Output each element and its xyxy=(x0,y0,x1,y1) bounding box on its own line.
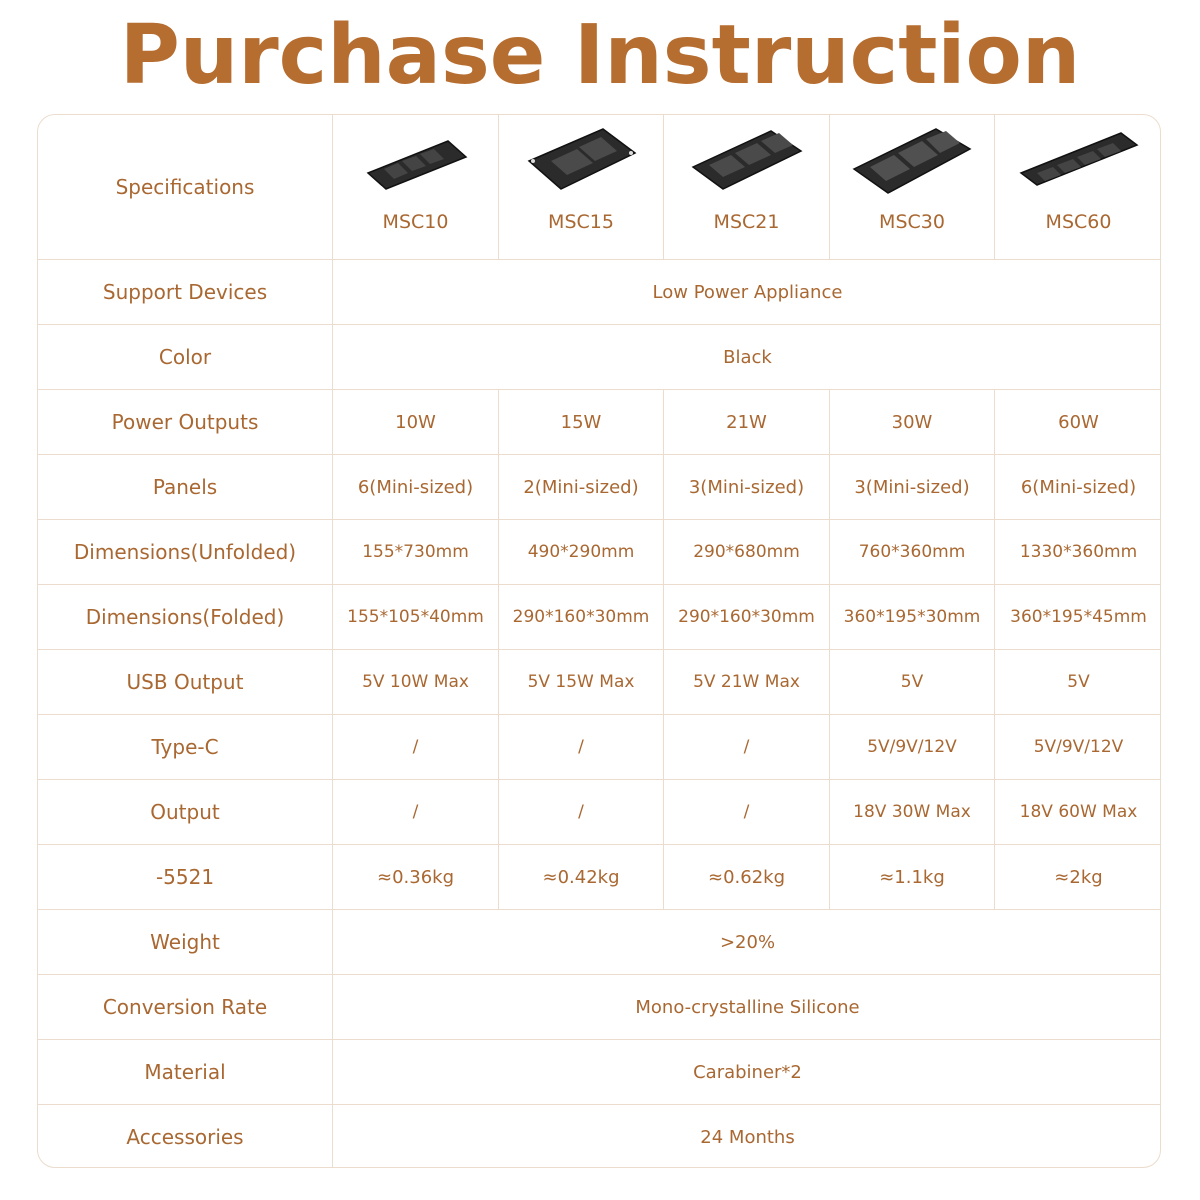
row-label: Material xyxy=(38,1040,333,1104)
product-msc21 xyxy=(663,115,829,259)
row-value: 21W xyxy=(663,390,829,454)
row-value: 6(Mini-sized) xyxy=(994,455,1161,519)
row-value: / xyxy=(663,715,829,779)
row-value: 6(Mini-sized) xyxy=(357,476,474,498)
row-value: 5V xyxy=(994,650,1161,714)
row-value: 30W xyxy=(829,390,994,454)
product-name: MSC30 xyxy=(879,211,945,233)
table-row xyxy=(38,325,1160,390)
row-value: 5V/9V/12V xyxy=(829,715,994,779)
row-label: Output xyxy=(38,780,333,844)
table-row xyxy=(38,455,1160,520)
row-value: Low Power Appliance xyxy=(652,281,843,303)
row-value: ≈0.62kg xyxy=(663,845,829,909)
row-value: ≈1.1kg xyxy=(829,845,994,909)
folded-solar-panel-icon xyxy=(687,123,807,203)
row-value: ≈0.36kg xyxy=(376,866,454,888)
row-label: Dimensions(Folded) xyxy=(38,585,333,649)
table-row xyxy=(38,585,1160,650)
row-value: Mono-crystalline Silicone xyxy=(635,996,860,1018)
table-row xyxy=(38,780,1160,845)
product-name: MSC10 xyxy=(382,211,449,233)
row-label: -5521 xyxy=(38,845,333,909)
product-name: MSC21 xyxy=(713,211,780,233)
row-label: Weight xyxy=(38,910,333,974)
row-label: Conversion Rate xyxy=(38,975,333,1039)
product-msc60 xyxy=(994,115,1161,259)
row-value: >20% xyxy=(719,931,776,953)
row-value: 3(Mini-sized) xyxy=(663,455,829,519)
row-label: Dimensions(Unfolded) xyxy=(38,520,333,584)
table-row xyxy=(38,390,1160,455)
row-value: ≈2kg xyxy=(994,845,1161,909)
row-label: USB Output xyxy=(38,650,333,714)
product-msc10 xyxy=(333,115,498,259)
table-row xyxy=(38,975,1160,1040)
row-value: Black xyxy=(723,346,772,368)
header-label: Specifications xyxy=(38,115,333,259)
row-value: 760*360mm xyxy=(829,520,994,584)
product-msc30 xyxy=(829,115,994,259)
folded-solar-panel-icon xyxy=(521,123,641,203)
row-label: Accessories xyxy=(38,1105,333,1168)
row-value: 5V xyxy=(829,650,994,714)
row-value: 60W xyxy=(994,390,1161,454)
row-value: ≈0.42kg xyxy=(498,845,663,909)
row-label: Color xyxy=(38,325,333,389)
table-header-row xyxy=(38,115,1160,260)
row-value: 18V 60W Max xyxy=(994,780,1161,844)
row-value: / xyxy=(498,715,663,779)
product-msc15 xyxy=(498,115,663,259)
row-value: 18V 30W Max xyxy=(829,780,994,844)
table-row xyxy=(38,1105,1160,1168)
row-value: / xyxy=(412,802,419,822)
table-row xyxy=(38,520,1160,585)
row-value: 5V/9V/12V xyxy=(994,715,1161,779)
table-row xyxy=(38,910,1160,975)
row-value: / xyxy=(663,780,829,844)
row-value: 3(Mini-sized) xyxy=(829,455,994,519)
row-value: Carabiner*2 xyxy=(693,1061,802,1083)
row-value: 155*730mm xyxy=(362,542,469,562)
table-row xyxy=(38,715,1160,780)
folded-solar-panel-icon xyxy=(1017,123,1141,203)
table-row xyxy=(38,845,1160,910)
row-label: Type-C xyxy=(38,715,333,779)
row-value: 155*105*40mm xyxy=(347,607,484,627)
row-value: 2(Mini-sized) xyxy=(498,455,663,519)
row-value: 1330*360mm xyxy=(994,520,1161,584)
row-label: Support Devices xyxy=(38,260,333,324)
row-value: / xyxy=(412,737,419,757)
folded-solar-panel-icon xyxy=(356,123,476,203)
table-row xyxy=(38,650,1160,715)
row-value: 360*195*30mm xyxy=(829,585,994,649)
table-row xyxy=(38,1040,1160,1105)
row-label: Power Outputs xyxy=(38,390,333,454)
folded-solar-panel-icon xyxy=(850,123,974,203)
row-value: 290*160*30mm xyxy=(498,585,663,649)
page-title: Purchase Instruction xyxy=(119,8,1081,103)
row-value: 290*160*30mm xyxy=(663,585,829,649)
row-value: 10W xyxy=(395,411,436,433)
row-label: Panels xyxy=(38,455,333,519)
row-value: / xyxy=(498,780,663,844)
row-value: 360*195*45mm xyxy=(994,585,1161,649)
product-name: MSC15 xyxy=(548,211,614,233)
product-name: MSC60 xyxy=(1045,211,1112,233)
row-value: 24 Months xyxy=(700,1126,795,1148)
row-value: 490*290mm xyxy=(498,520,663,584)
table-row xyxy=(38,260,1160,325)
row-value: 290*680mm xyxy=(663,520,829,584)
row-value: 5V 15W Max xyxy=(498,650,663,714)
row-value: 5V 21W Max xyxy=(663,650,829,714)
row-value: 15W xyxy=(498,390,663,454)
spec-table xyxy=(37,114,1161,1168)
row-value: 5V 10W Max xyxy=(362,672,469,692)
